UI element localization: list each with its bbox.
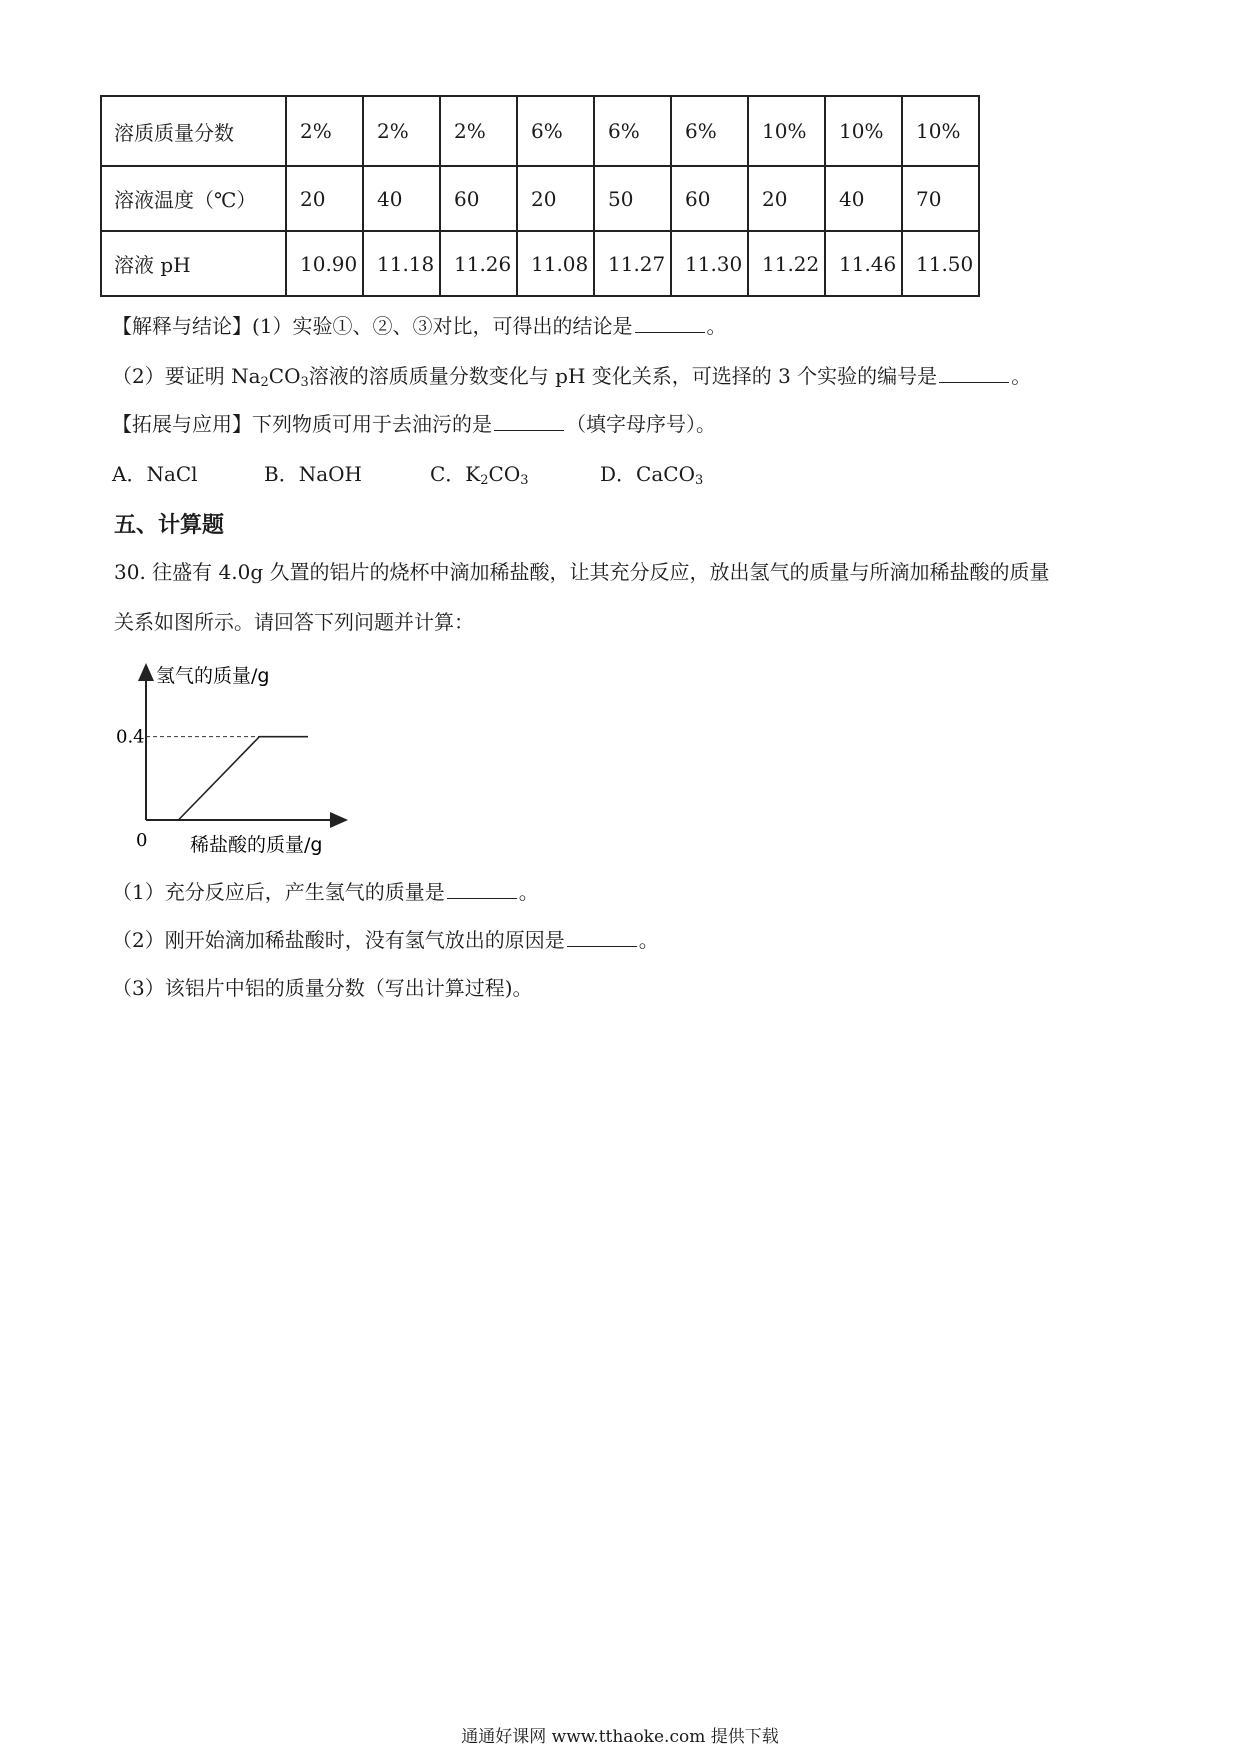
table-cell: 11.27: [594, 231, 671, 296]
q30-line-1: 30. 往盛有 4.0g 久置的铝片的烧杯中滴加稀盐酸，让其充分反应，放出氢气的质量与所滴加稀盐酸的质量: [114, 560, 1050, 584]
table-cell: 20: [517, 166, 594, 231]
sub-question-2: （2）刚开始滴加稀盐酸时，没有氢气放出的原因是 。: [112, 928, 659, 952]
table-row: [101, 96, 979, 166]
table-cell: 40: [825, 166, 902, 231]
answer-blank: [494, 412, 564, 431]
section-title: 五、计算题: [114, 513, 225, 538]
hydrogen-mass-chart: [108, 655, 378, 865]
table-cell: 20: [286, 166, 363, 231]
table-cell: 10%: [825, 96, 902, 166]
table-cell: 60: [671, 166, 748, 231]
answer-blank: [635, 314, 705, 333]
table-cell: 2%: [440, 96, 517, 166]
table-cell: 2%: [286, 96, 363, 166]
table-cell: 40: [363, 166, 440, 231]
table-cell: 10%: [748, 96, 825, 166]
option-c: C．$K_2CO_3$: [430, 462, 529, 488]
row-header: 溶液温度（℃）: [101, 166, 286, 231]
answer-blank: [939, 364, 1009, 383]
table-cell: 6%: [671, 96, 748, 166]
table-cell: 11.18: [363, 231, 440, 296]
table-cell: 70: [902, 166, 979, 231]
y-tick-label: 0.4: [116, 726, 145, 748]
table-cell: 50: [594, 166, 671, 231]
table-cell: 10.90: [286, 231, 363, 296]
table-cell: 10%: [902, 96, 979, 166]
data-table: [100, 95, 980, 297]
table-row: [101, 231, 979, 296]
answer-blank: [447, 880, 517, 899]
q30-line-2: 关系如图所示。请回答下列问题并计算：: [114, 610, 474, 634]
option-d: D．CaCO$_3$: [600, 462, 704, 488]
table-cell: 11.30: [671, 231, 748, 296]
answer-blank: [567, 928, 637, 947]
table-cell: 11.50: [902, 231, 979, 296]
table-cell: 11.26: [440, 231, 517, 296]
table-cell: 11.08: [517, 231, 594, 296]
table-row: [101, 166, 979, 231]
conclusion-2: （2）要证明 $Na_2CO_3$溶液的溶质质量分数变化与 pH 变化关系，可选择的 3 个实验的编号是 。: [112, 364, 1032, 390]
row-header: 溶质质量分数: [101, 96, 286, 166]
table-cell: 11.46: [825, 231, 902, 296]
conclusion-1: 【解释与结论】(1）实验①、②、③对比，可得出的结论是 。: [112, 314, 727, 338]
footer-credit: 通通好课网 www.tthaoke.com 提供下载: [461, 1727, 779, 1747]
sub-question-3: （3）该铝片中铝的质量分数（写出计算过程)。: [112, 976, 533, 1000]
y-axis-label: 氢气的质量/g: [156, 665, 270, 687]
x-axis-label: 稀盐酸的质量/g: [190, 834, 323, 856]
extension-question: 【拓展与应用】下列物质可用于去油污的是 （填字母序号）。: [112, 412, 716, 436]
table-cell: 60: [440, 166, 517, 231]
option-b: B．NaOH: [264, 462, 362, 486]
row-header: 溶液 pH: [101, 231, 286, 296]
origin-label: 0: [136, 830, 148, 851]
table-cell: 2%: [363, 96, 440, 166]
sub-question-1: （1）充分反应后，产生氢气的质量是 。: [112, 880, 539, 904]
option-a: A．NaCl: [112, 462, 198, 486]
table-cell: 20: [748, 166, 825, 231]
options-row: [112, 460, 703, 488]
table-cell: 6%: [594, 96, 671, 166]
series-line: [146, 737, 308, 820]
table-cell: 11.22: [748, 231, 825, 296]
table-cell: 6%: [517, 96, 594, 166]
